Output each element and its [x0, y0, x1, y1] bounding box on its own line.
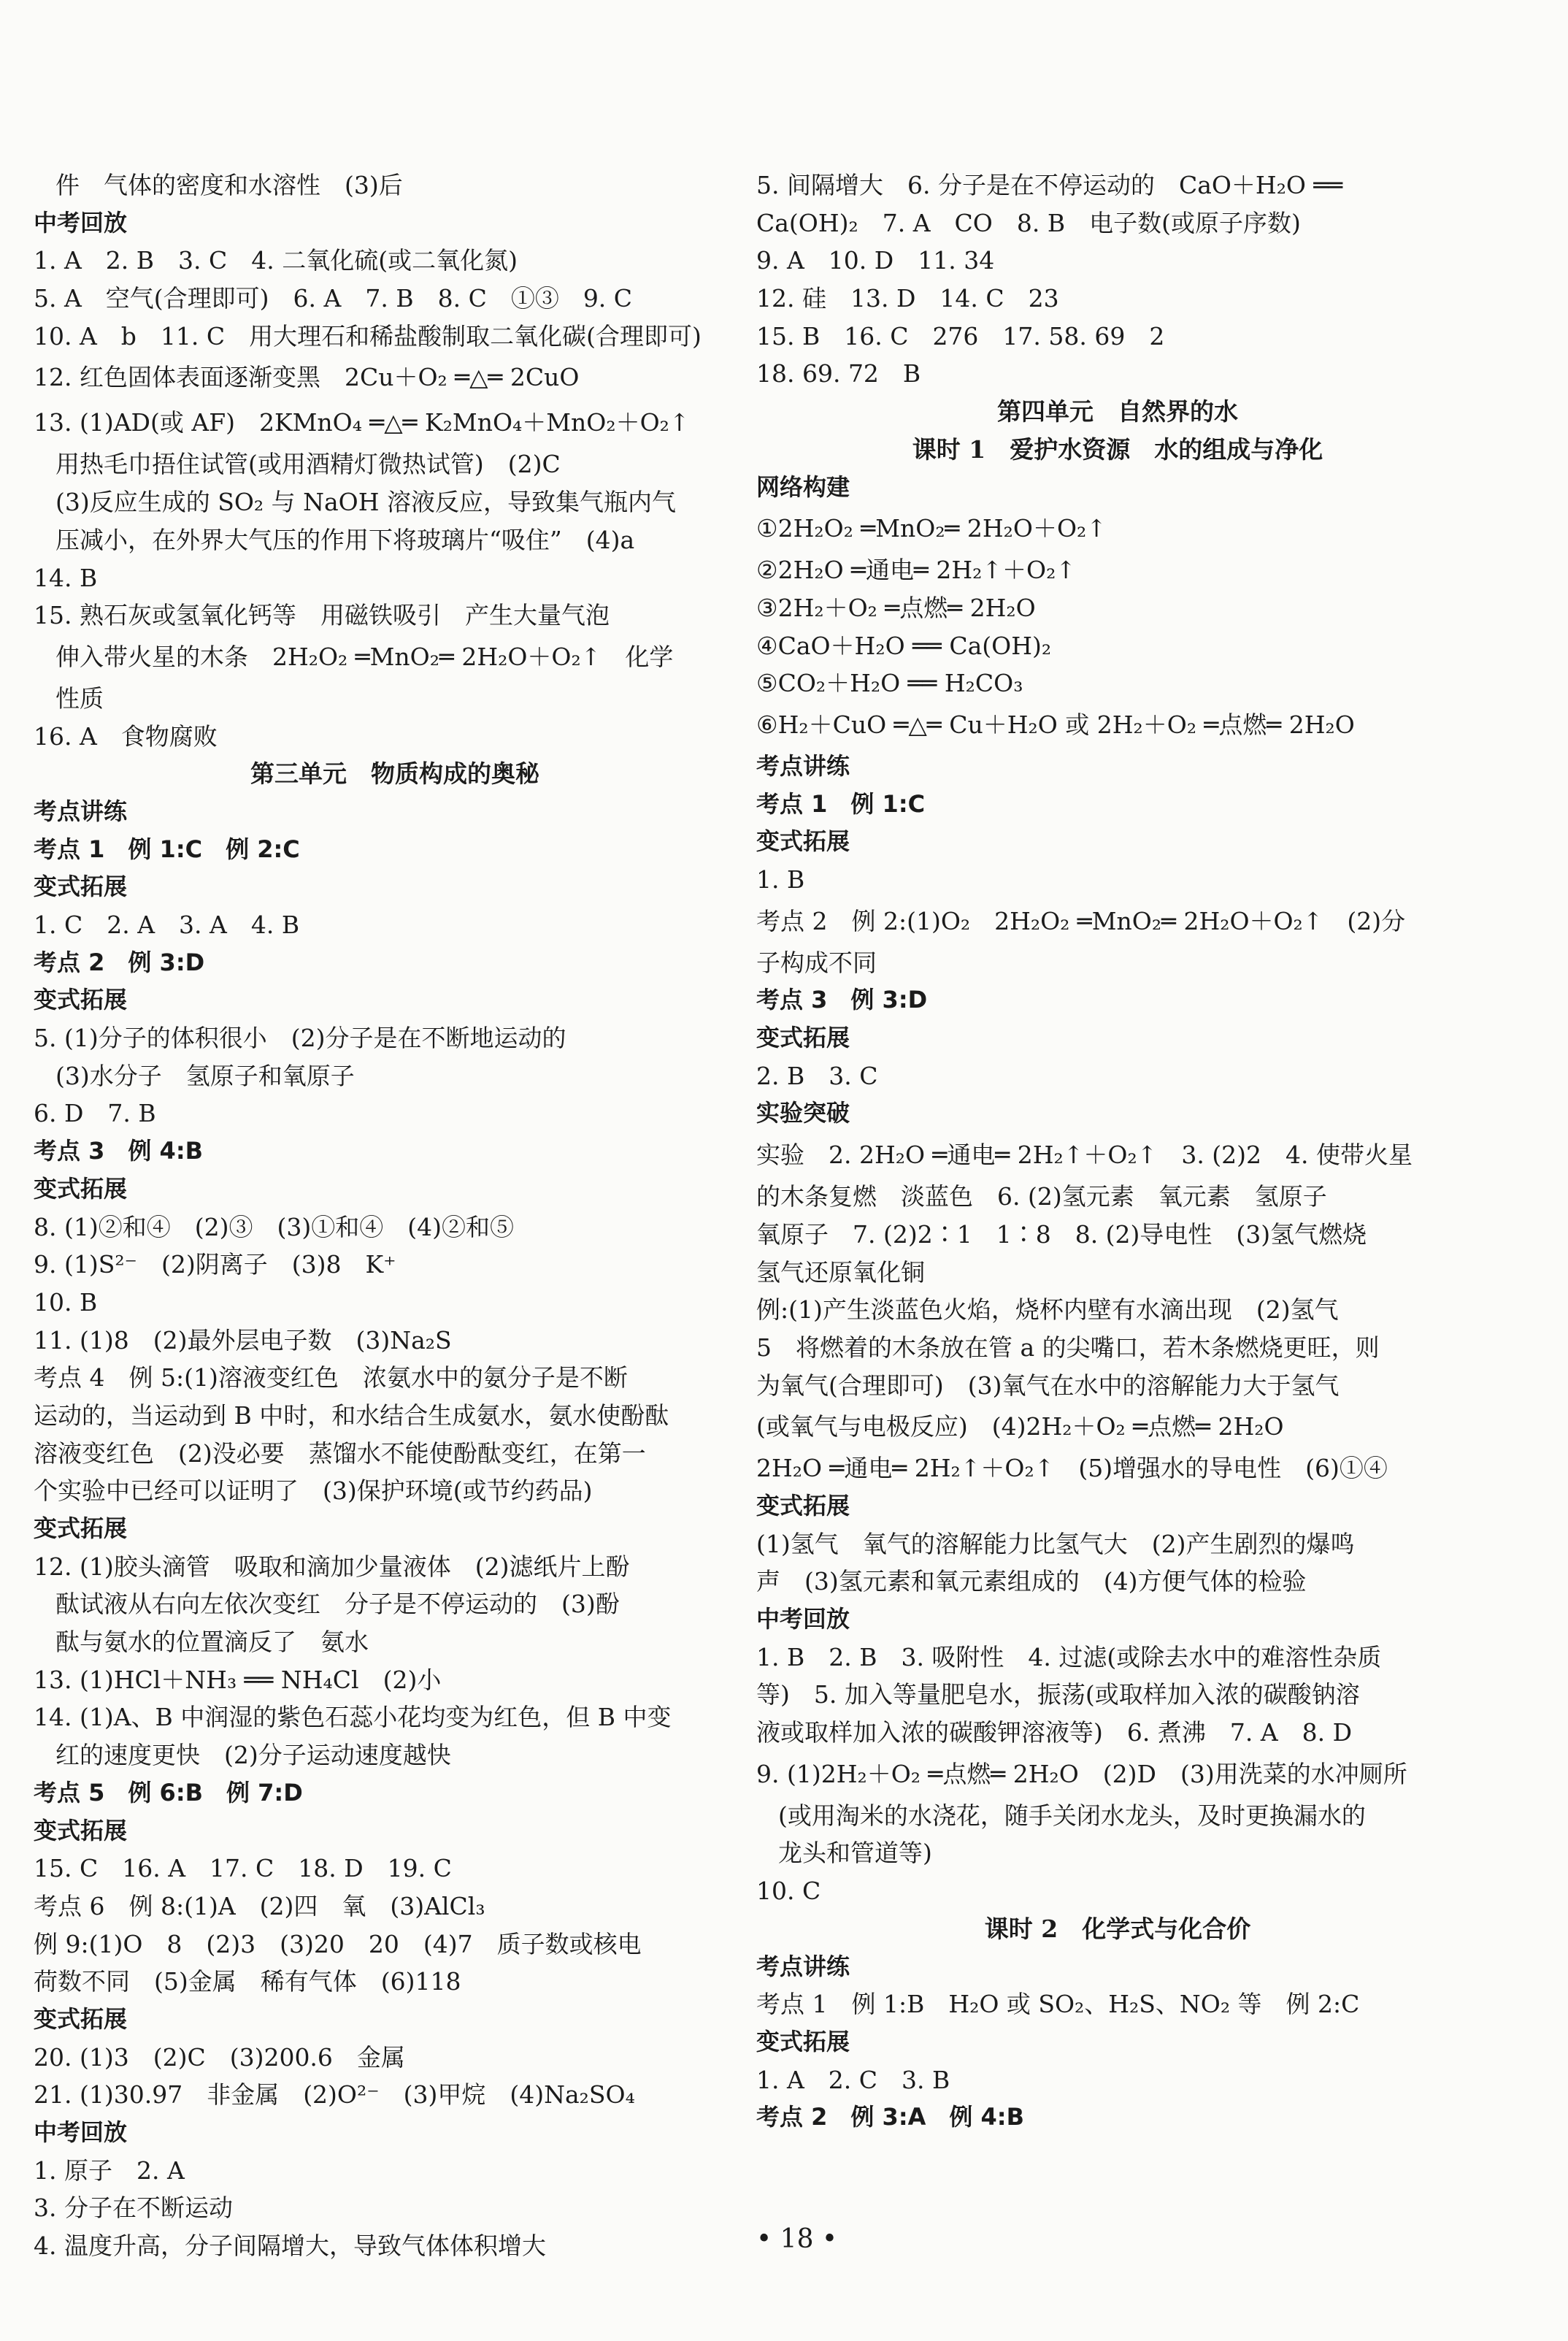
section-heading: 考点讲练	[756, 1952, 850, 1980]
text-line: 12. 硅 13. D 14. C 23	[756, 284, 1059, 313]
text-line: 1. C 2. A 3. A 4. B	[34, 911, 300, 939]
text-line: 15. 熟石灰或氢氧化钙等 用磁铁吸引 产生大量气泡	[34, 601, 610, 630]
text-line: 例 9:(1)O 8 (2)3 (3)20 20 (4)7 质子数或核电	[34, 1929, 642, 1958]
text-line: 10. B	[34, 1287, 98, 1317]
section-heading: 考点 1 例 1:C 例 2:C	[34, 835, 300, 863]
text-line: 个实验中已经可以证明了 (3)保护环境(或节约药品)	[34, 1476, 593, 1506]
text-line: 溶液变红色 (2)没必要 蒸馏水不能使酚酞变红，在第一	[34, 1438, 646, 1468]
text-line: 考点 2 例 2:(1)O₂ 2H₂O₂ ═MnO₂═ 2H₂O＋O₂↑ (2)分	[756, 906, 1406, 935]
text-line: ⑤CO₂＋H₂O ══ H₂CO₃	[756, 669, 1023, 698]
section-heading: 变式拓展	[756, 2027, 850, 2055]
text-line: 1. B 2. B 3. 吸附性 4. 过滤(或除去水中的难溶性杂质	[756, 1642, 1382, 1671]
text-line: 5. A 空气(合理即可) 6. A 7. B 8. C ①③ 9. C	[34, 284, 633, 313]
text-line: (或氧气与电极反应) (4)2H₂＋O₂ ═点燃═ 2H₂O	[756, 1412, 1284, 1441]
text-line: 考点 6 例 8:(1)A (2)四 氧 (3)AlCl₃	[34, 1891, 485, 1920]
text-line: 用热毛巾捂住试管(或用酒精灯微热试管) (2)C	[55, 450, 561, 479]
text-line: 子构成不同	[756, 948, 877, 977]
text-line: 实验 2. 2H₂O ═通电═ 2H₂↑＋O₂↑ 3. (2)2 4. 使带火星	[756, 1141, 1413, 1170]
text-line: 12. (1)胶头滴管 吸取和滴加少量液体 (2)滤纸片上酚	[34, 1552, 630, 1581]
text-line: (3)反应生成的 SO₂ 与 NaOH 溶液反应，导致集气瓶内气	[55, 488, 676, 517]
text-line: ⑥H₂＋CuO ═△═ Cu＋H₂O 或 2H₂＋O₂ ═点燃═ 2H₂O	[756, 710, 1355, 739]
text-line: 20. (1)3 (2)C (3)200.6 金属	[34, 2042, 405, 2072]
text-line: 5. (1)分子的体积很小 (2)分子是在不断地运动的	[34, 1024, 566, 1053]
text-line: (3)水分子 氢原子和氧原子	[55, 1061, 355, 1090]
text-line: 13. (1)HCl＋NH₃ ══ NH₄Cl (2)小	[34, 1665, 442, 1694]
text-line: ④CaO＋H₂O ══ Ca(OH)₂	[756, 631, 1052, 660]
text-line: 10. C	[756, 1877, 821, 1906]
section-heading: 考点 1 例 1:C	[756, 789, 926, 818]
text-line: 伸入带火星的木条 2H₂O₂ ═MnO₂═ 2H₂O＋O₂↑ 化学	[55, 642, 674, 671]
text-line: 4. 温度升高，分子间隔增大，导致气体体积增大	[34, 2231, 546, 2261]
text-line: 10. A b 11. C 用大理石和稀盐酸制取二氧化碳(合理即可)	[34, 321, 702, 350]
section-heading: 变式拓展	[34, 2004, 128, 2033]
section-heading: 考点讲练	[756, 751, 850, 780]
text-line: 2. B 3. C	[756, 1061, 878, 1090]
right-column	[756, 166, 1479, 2137]
text-line: 的木条复燃 淡蓝色 6. (2)氢元素 氧元素 氢原子	[756, 1182, 1327, 1211]
text-line: (或用淘米的水浇花，随手关闭水龙头，及时更换漏水的	[778, 1801, 1366, 1830]
section-heading: 变式拓展	[34, 1174, 128, 1203]
section-heading: 考点讲练	[34, 797, 128, 825]
unit-title: 课时 2 化学式与化合价	[984, 1914, 1251, 1943]
section-heading: 变式拓展	[756, 1024, 850, 1052]
text-line: 11. (1)8 (2)最外层电子数 (3)Na₂S	[34, 1325, 452, 1355]
section-heading: 变式拓展	[34, 873, 128, 901]
text-line: 1. A 2. B 3. C 4. 二氧化硫(或二氧化氮)	[34, 246, 518, 275]
text-line: 件 气体的密度和水溶性 (3)后	[55, 171, 403, 199]
text-line: 21. (1)30.97 非金属 (2)O²⁻ (3)甲烷 (4)Na₂SO₄	[34, 2080, 635, 2110]
text-line: 酞与氨水的位置滴反了 氨水	[55, 1628, 369, 1657]
text-line: 为氧气(合理即可) (3)氧气在水中的溶解能力大于氢气	[756, 1371, 1340, 1400]
text-line: ①2H₂O₂ ═MnO₂═ 2H₂O＋O₂↑	[756, 514, 1107, 543]
text-line: 6. D 7. B	[34, 1099, 156, 1128]
text-line: 18. 69. 72 B	[756, 359, 921, 388]
text-line: 酞试液从右向左依次变红 分子是不停运动的 (3)酚	[55, 1590, 620, 1619]
text-line: 14. B	[34, 563, 98, 592]
text-line: 氧原子 7. (2)2∶1 1∶8 8. (2)导电性 (3)氢气燃烧	[756, 1219, 1367, 1249]
text-line: 5 将燃着的木条放在管 a 的尖嘴口，若木条燃烧更旺，则	[756, 1333, 1380, 1362]
section-heading: 考点 5 例 6:B 例 7:D	[34, 1778, 303, 1806]
text-line: 1. 原子 2. A	[34, 2156, 185, 2185]
section-heading: 变式拓展	[756, 827, 850, 856]
text-line: 考点 4 例 5:(1)溶液变红色 浓氨水中的氨分子是不断	[34, 1363, 628, 1392]
unit-title: 课时 1 爱护水资源 水的组成与净化	[912, 434, 1323, 464]
text-line: 红的速度更快 (2)分子运动速度越快	[55, 1741, 451, 1770]
text-line: 龙头和管道等)	[778, 1839, 932, 1868]
section-heading: 变式拓展	[34, 1514, 128, 1542]
section-heading: 实验突破	[756, 1099, 850, 1127]
text-line: 16. A 食物腐败	[34, 721, 218, 751]
section-heading: 变式拓展	[34, 986, 128, 1014]
text-line: 性质	[55, 683, 104, 713]
section-heading: 考点 2 例 3:A 例 4:B	[756, 2103, 1024, 2131]
text-line: 等) 5. 加入等量肥皂水，振荡(或取样加入浓的碳酸钠溶	[756, 1680, 1360, 1709]
text-line: 9. A 10. D 11. 34	[756, 246, 995, 275]
text-line: Ca(OH)₂ 7. A CO 8. B 电子数(或原子序数)	[756, 208, 1301, 237]
section-heading: 变式拓展	[34, 1816, 128, 1844]
text-line: 2H₂O ═通电═ 2H₂↑＋O₂↑ (5)增强水的导电性 (6)①④	[756, 1454, 1388, 1483]
section-heading: 网络构建	[756, 472, 850, 501]
text-line: 考点 1 例 1:B H₂O 或 SO₂、H₂S、NO₂ 等 例 2:C	[756, 1990, 1360, 2019]
text-line: 例:(1)产生淡蓝色火焰，烧杯内壁有水滴出现 (2)氢气	[756, 1295, 1339, 1325]
text-line: 9. (1)2H₂＋O₂ ═点燃═ 2H₂O (2)D (3)用洗菜的水冲厕所	[756, 1759, 1407, 1788]
text-line: 运动的，当运动到 B 中时，和水结合生成氨水，氨水使酚酞	[34, 1401, 669, 1430]
section-heading: 变式拓展	[756, 1491, 850, 1520]
section-heading: 考点 3 例 3:D	[756, 986, 928, 1014]
text-line: 9. (1)S²⁻ (2)阴离子 (3)8 K⁺	[34, 1250, 396, 1279]
section-heading: 中考回放	[34, 2118, 128, 2146]
text-line: ③2H₂＋O₂ ═点燃═ 2H₂O	[756, 593, 1036, 622]
left-column	[34, 166, 756, 2265]
text-line: 1. A 2. C 3. B	[756, 2065, 950, 2094]
text-line: 5. 间隔增大 6. 分子是在不停运动的 CaO＋H₂O ══	[756, 171, 1343, 199]
text-line: 8. (1)②和④ (2)③ (3)①和④ (4)②和⑤	[34, 1212, 514, 1241]
text-line: 压减小，在外界大气压的作用下将玻璃片“吸住” (4)a	[55, 525, 635, 554]
text-line: 15. B 16. C 276 17. 58. 69 2	[756, 321, 1165, 350]
text-line: 13. (1)AD(或 AF) 2KMnO₄ ═△═ K₂MnO₄＋MnO₂＋O₂↑	[34, 408, 690, 437]
section-heading: 中考回放	[756, 1605, 850, 1633]
text-line: 声 (3)氢元素和氧元素组成的 (4)方便气体的检验	[756, 1567, 1307, 1596]
text-line: 1. B	[756, 865, 805, 894]
text-line: 14. (1)A、B 中润湿的紫色石蕊小花均变为红色，但 B 中变	[34, 1703, 672, 1732]
page-number: • 18 •	[756, 2224, 838, 2254]
text-line: ②2H₂O ═通电═ 2H₂↑＋O₂↑	[756, 556, 1076, 585]
unit-title: 第三单元 物质构成的奥秘	[250, 759, 539, 789]
unit-title: 第四单元 自然界的水	[997, 397, 1238, 426]
text-line: 液或取样加入浓的碳酸钾溶液等) 6. 煮沸 7. A 8. D	[756, 1718, 1353, 1747]
section-heading: 考点 2 例 3:D	[34, 948, 205, 976]
text-line: 氢气还原氧化铜	[756, 1257, 925, 1287]
text-line: (1)氢气 氧气的溶解能力比氢气大 (2)产生剧烈的爆鸣	[756, 1529, 1355, 1558]
section-heading: 考点 3 例 4:B	[34, 1137, 204, 1165]
text-line: 15. C 16. A 17. C 18. D 19. C	[34, 1854, 452, 1883]
text-line: 荷数不同 (5)金属 稀有气体 (6)118	[34, 1967, 461, 1996]
text-line: 12. 红色固体表面逐渐变黑 2Cu＋O₂ ═△═ 2CuO	[34, 363, 580, 392]
text-line: 3. 分子在不断运动	[34, 2194, 233, 2223]
section-heading: 中考回放	[34, 208, 128, 237]
